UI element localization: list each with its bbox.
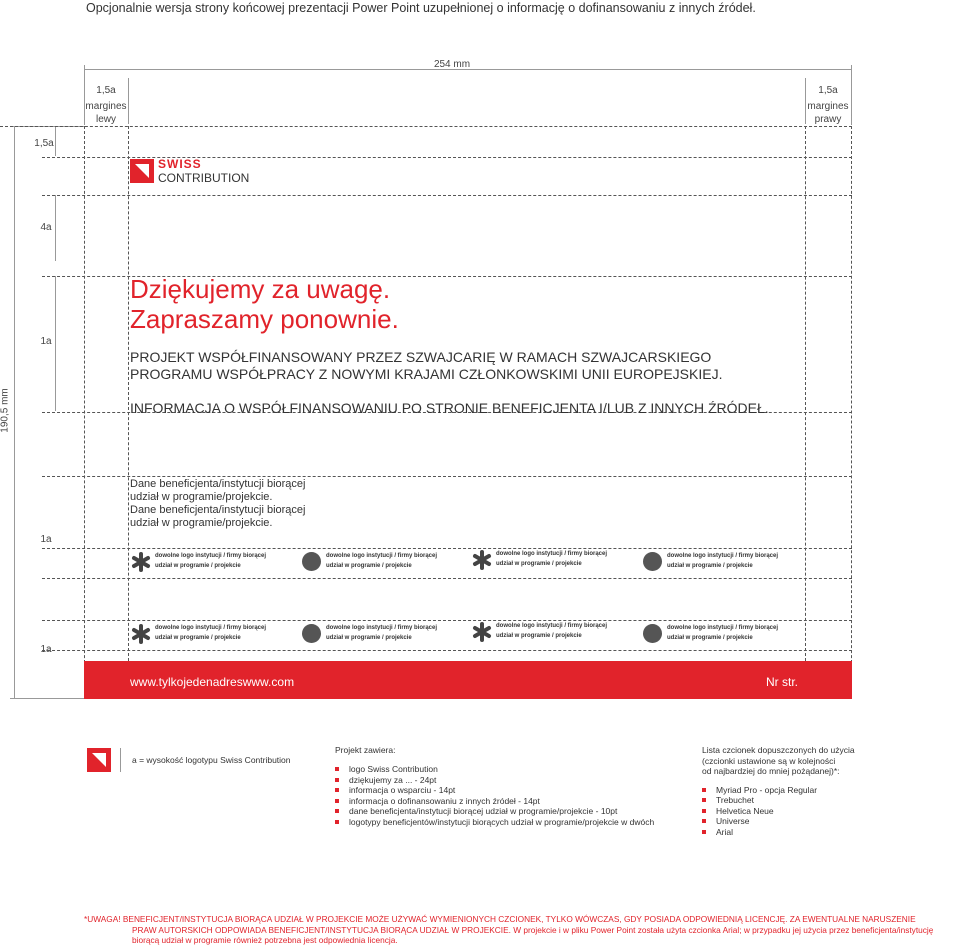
list-item: logotypy beneficjentów/instytucji biorących udział w programie/projekcie w dwóch: [335, 817, 675, 828]
logo-slot: dowolne logo instytucji / firmy biorącej udział w programie / projekcie: [643, 624, 803, 648]
circle-icon: [643, 552, 662, 571]
list-item: Helvetica Neue: [702, 806, 882, 817]
footer-url: www.tylkojedenadreswww.com: [130, 675, 295, 689]
logo-line1: SWISS: [158, 157, 202, 171]
circle-icon: [302, 624, 321, 643]
logo-line2: CONTRIBUTION: [158, 171, 250, 185]
list-item: Arial: [702, 827, 882, 838]
font-list: Lista czcionek dopuszczonych do użycia (czcionki ustawione są w kolejności od najbardziej do mniej pożądanej)*: Myriad Pro - opcja Regular Trebuchet Helvetica Neue Universe Arial: [702, 745, 882, 837]
left-margin-label: 1,5a margines lewy: [85, 85, 127, 125]
logo-gap-label: 4a: [40, 222, 52, 233]
logo-slot: dowolne logo instytucji / firmy biorącej udział w programie / projekcie: [302, 552, 462, 576]
legend-a-tick: [120, 748, 121, 772]
guide-h-logos2-b: [42, 650, 852, 651]
circle-icon: [302, 552, 321, 571]
logo-slot: dowolne logo instytucji / firmy biorącej udział w programie / projekcie: [643, 552, 803, 576]
list-item: informacja o wsparciu - 14pt: [335, 785, 675, 796]
swiss-logo-icon: [130, 159, 154, 183]
top-margin-label: 1,5a: [34, 138, 54, 149]
list-item: Myriad Pro - opcja Regular: [702, 785, 882, 796]
footer-page-number: Nr str.: [766, 675, 798, 689]
info-line: INFORMACJA O WSPÓŁFINANSOWANIU PO STRONIE BENEFICJENTA I/LUB Z INNYCH ŹRÓDEŁ.: [130, 400, 769, 416]
license-warning: *UWAGA! BENEFICJENT/INSTYTUCJA BIORĄCA UDZIAŁ W PROJEKCIE MOŻE UŻYWAĆ WYMIENIONYCH CZCIONEK, TYLKO WÓWCZAS, GDY POSIADA ODPOWIEDNIĄ LICENCJĘ. ZA EWENTUALNE NARUSZENIE PRAW AUTORSKICH ODPOWIADA BENEFICJENT/INSTYTUCJA BIORĄCA UDZIAŁ W PROJEKCIE. W projekcie i w pliku Power Point została użyta czcionka Arial; w przypadku jej użycia przez beneficjenta/instytucję biorącą udział w programie również potrzebna jest odpowiednia licencja.: [84, 914, 934, 945]
guide-h-logos1: [42, 548, 852, 549]
guide-h-logo-bottom: [42, 195, 852, 196]
list-item: Trebuchet: [702, 795, 882, 806]
guide-h-logos1-b: [42, 578, 852, 579]
circle-icon: [643, 624, 662, 643]
gap1-label: 1a: [40, 336, 52, 347]
logo-slot: dowolne logo instytucji / firmy biorącej udział w programie / projekcie: [131, 552, 291, 576]
logo-slot: dowolne logo instytucji / firmy biorącej udział w programie / projekcie: [472, 550, 632, 574]
list-item: dziękujemy za ... - 24pt: [335, 775, 675, 786]
width-dim-tick-right: [851, 65, 852, 125]
project-line1: PROJEKT WSPÓŁFINANSOWANY PRZEZ SZWAJCARIĘ W RAMACH SZWAJCARSKIEGO: [130, 349, 712, 365]
header-note: Opcjonalnie wersja strony końcowej prezentacji Power Point uzupełnionej o informację o dofinansowaniu z innych źródeł.: [86, 1, 756, 15]
content-right-guide: [805, 126, 806, 661]
logo-slot: dowolne logo instytucji / firmy biorącej udział w programie / projekcie: [131, 624, 291, 648]
gap2-label: 1a: [40, 534, 52, 545]
slide-footer-bar: [84, 661, 852, 699]
asterisk-icon: [472, 622, 492, 642]
list-item: dane beneficjenta/instytucji biorącej udział w programie/projekcie - 10pt: [335, 806, 675, 817]
swiss-logo-icon: [87, 748, 111, 772]
project-contents: Projekt zawiera: logo Swiss Contribution dziękujemy za ... - 24pt informacja o wsparciu - 14pt informacja o dofinansowaniu z innych źródeł - 14pt dane beneficjenta/instytucji biorącej udział w programie/projekcie - 10pt logotypy beneficjentów/instytucji biorących udział w programie/projekcie w dwóch: [335, 745, 675, 827]
logo-slot: dowolne logo instytucji / firmy biorącej udział w programie / projekcie: [302, 624, 462, 648]
thanks-line1: Dziękujemy za uwagę.: [130, 274, 391, 304]
project-line2: PROGRAMU WSPÓŁPRACY Z NOWYMI KRAJAMI CZŁONKOWSKIMI UNII EUROPEJSKIEJ.: [130, 366, 723, 382]
guide-h-logos2: [42, 620, 852, 621]
list-item: Universe: [702, 816, 882, 827]
guide-h-benef: [42, 476, 852, 477]
width-label: 254 mm: [433, 59, 471, 70]
list-item: logo Swiss Contribution: [335, 764, 675, 775]
list-item: informacja o dofinansowaniu z innych źródeł - 14pt: [335, 796, 675, 807]
beneficiary-block: Dane beneficjenta/instytucji biorącej udział w programie/projekcie. Dane beneficjenta/instytucji biorącej udział w programie/projekcie.: [130, 478, 306, 529]
asterisk-icon: [131, 624, 151, 644]
left-margin-tick: [128, 78, 129, 124]
gap3-label: 1a: [40, 644, 52, 655]
asterisk-icon: [131, 552, 151, 572]
height-dimension-line: [14, 126, 15, 698]
asterisk-icon: [472, 550, 492, 570]
a-definition: a = wysokość logotypu Swiss Contribution: [132, 755, 291, 765]
logo-slot: dowolne logo instytucji / firmy biorącej udział w programie / projekcie: [472, 622, 632, 646]
right-margin-label: 1,5a margines prawy: [807, 85, 849, 125]
height-label: 190,5 mm: [0, 388, 11, 433]
content-left-guide: [128, 126, 129, 661]
thanks-line2: Zapraszamy ponownie.: [130, 304, 399, 334]
height-dim-tick-bottom: [10, 698, 84, 699]
